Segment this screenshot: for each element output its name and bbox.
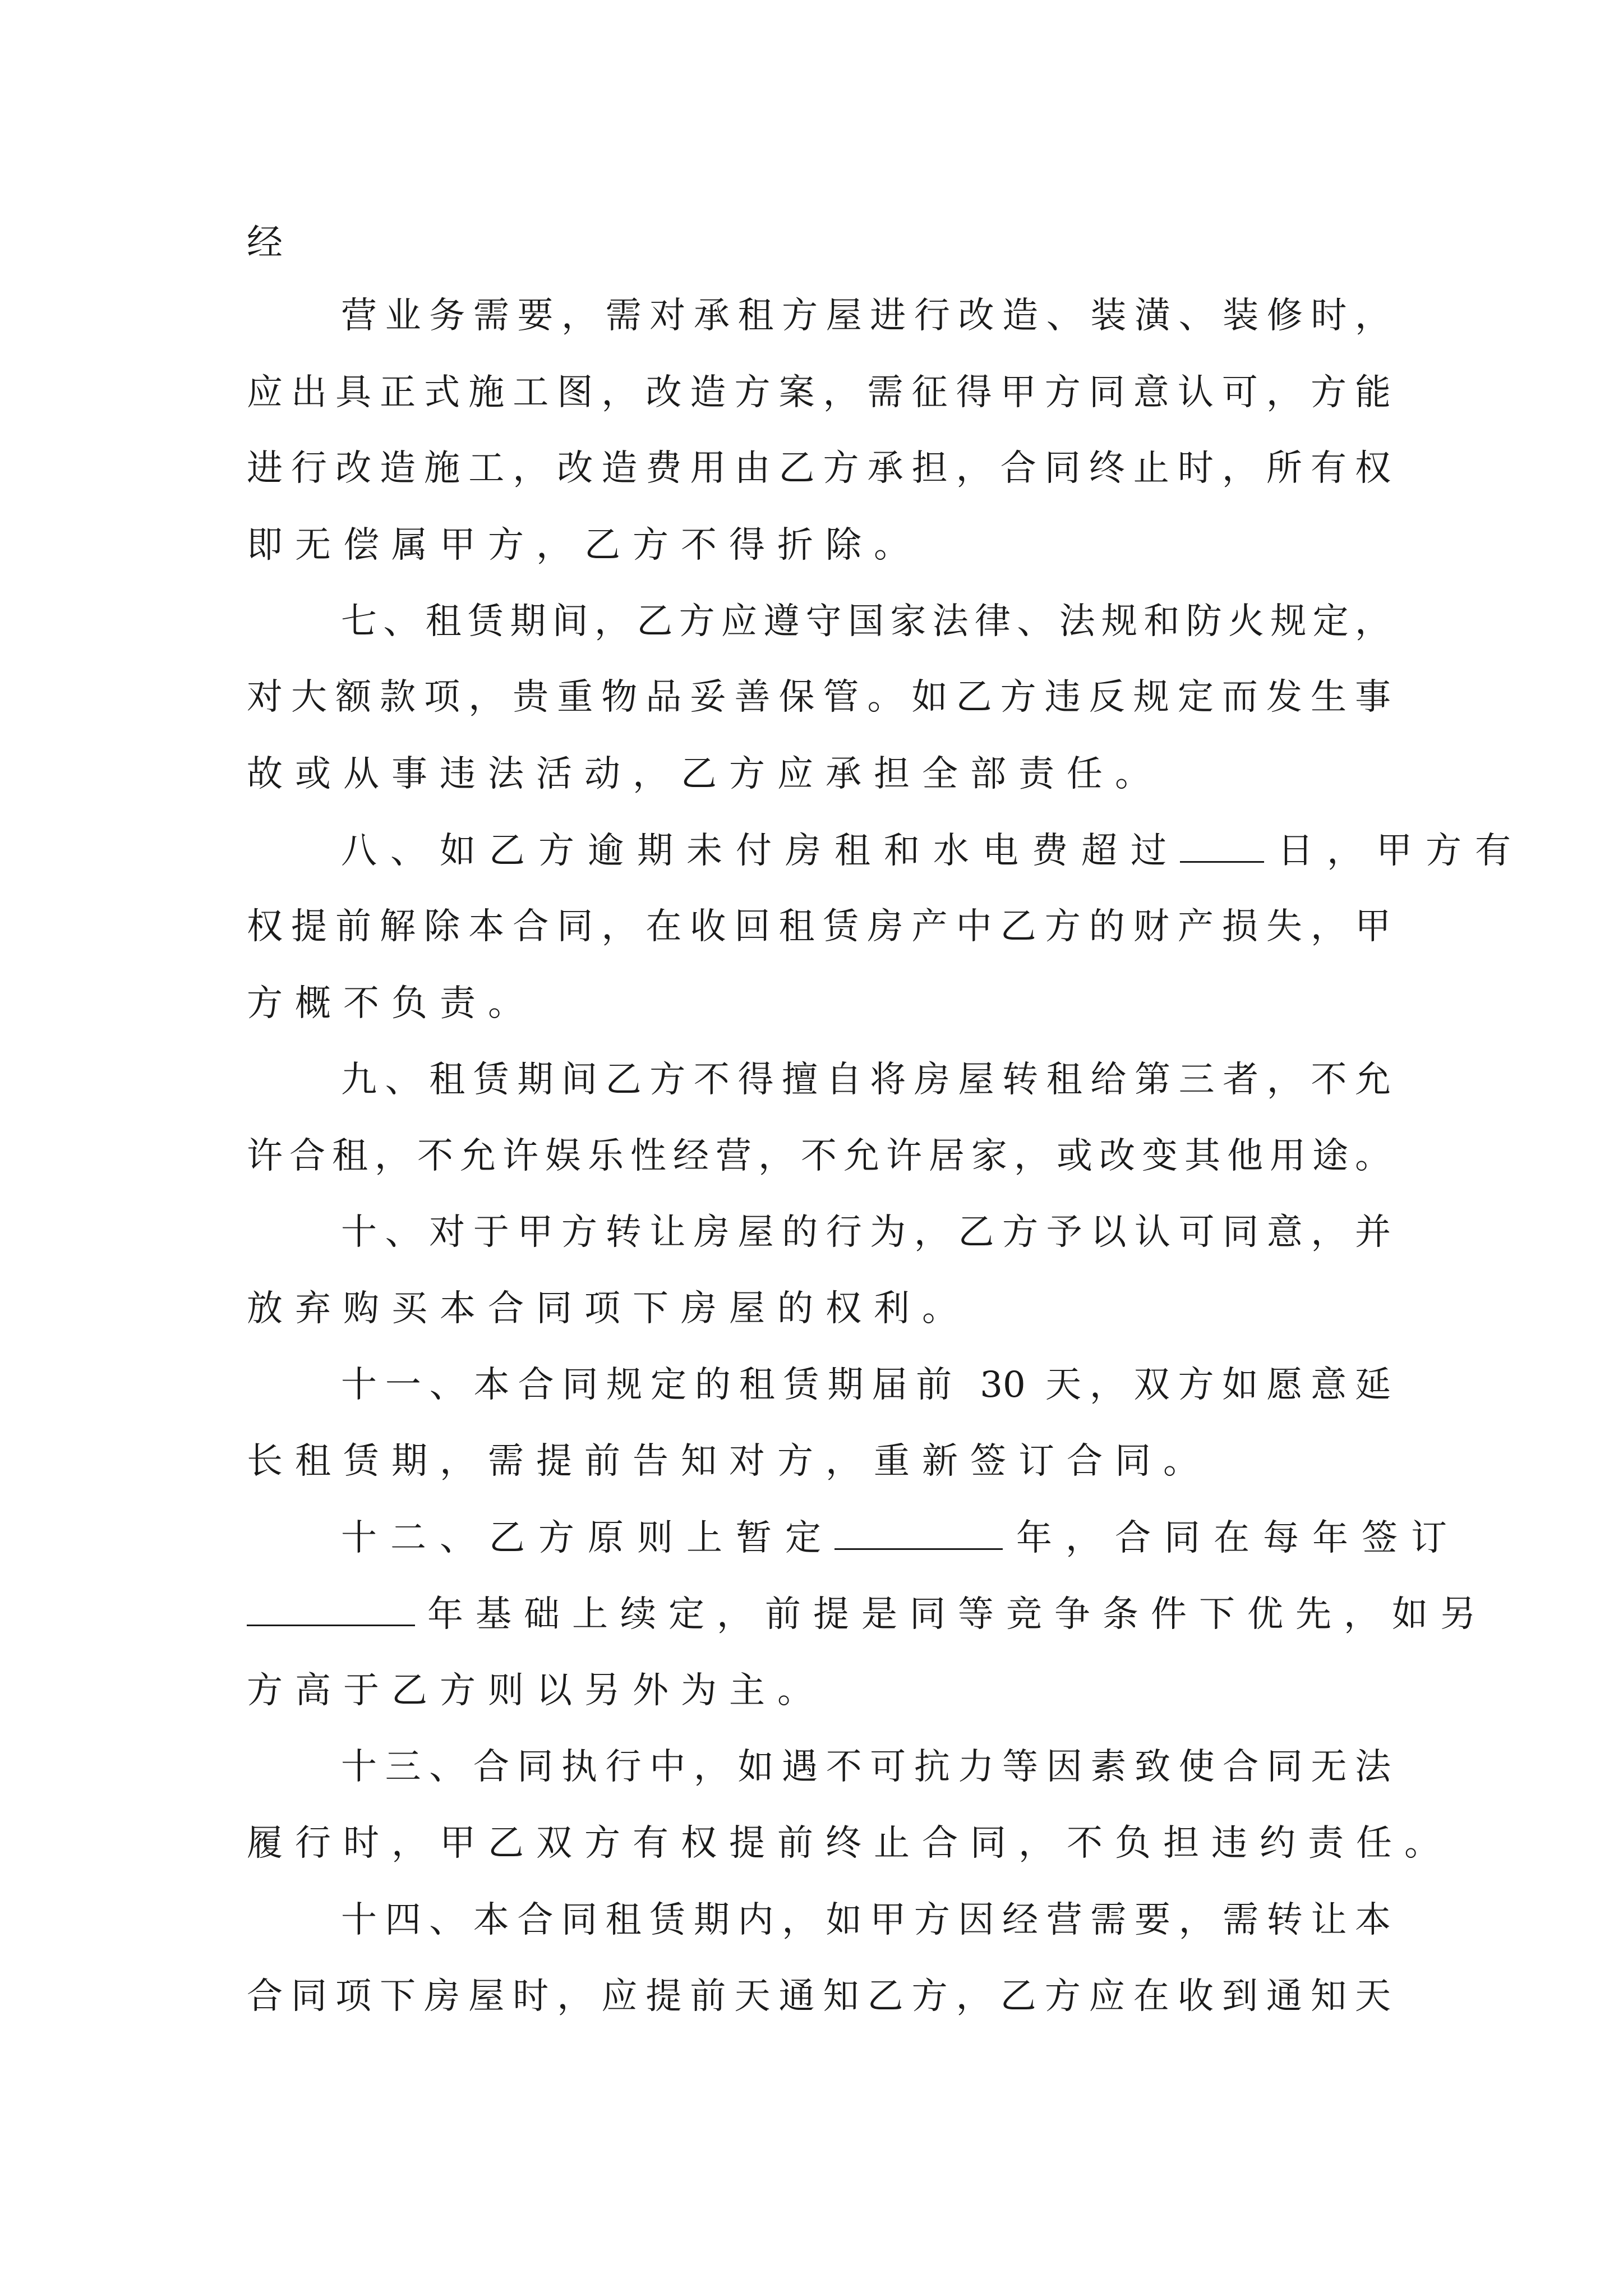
text-line: 放弃购买本合同项下房屋的权利。 <box>247 1288 970 1329</box>
text-line: 长租赁期，需提前告知对方，重新签订合同。 <box>247 1441 1211 1482</box>
clause-text: 十二、乙方原则上暂定 <box>341 1517 834 1559</box>
clause-text: 年基础上续定，前提是同等竞争条件下优先，如另 <box>427 1594 1488 1635</box>
text-line: 九、租赁期间乙方不得擅自将房屋转租给第三者，不允 <box>341 1059 1391 1101</box>
text-line: 履行时，甲乙双方有权提前终止合同，不负担违约责任。 <box>247 1823 1453 1864</box>
text-line: 合同项下房屋时，应提前天通知乙方，乙方应在收到通知天 <box>247 1976 1391 2017</box>
text-line: 十一、本合同规定的租赁期届前 30 天，双方如愿意延 <box>341 1364 1391 1406</box>
fill-in-blank <box>247 1590 415 1626</box>
text-line: 十三、合同执行中，如遇不可抗力等因素致使合同无法 <box>341 1746 1391 1788</box>
clause-text: 年，合同在每年签订 <box>1016 1517 1460 1559</box>
text-line: 权提前解除本合同，在收回租赁房产中乙方的财产损失，甲 <box>247 906 1391 947</box>
text-line: 十、对于甲方转让房屋的行为，乙方予以认可同意，并 <box>341 1212 1391 1253</box>
text-line: 十四、本合同租赁期内，如甲方因经营需要，需转让本 <box>341 1899 1391 1941</box>
fill-in-blank <box>834 1513 1003 1550</box>
text-line: 进行改造施工，改造费用由乙方承担，合同终止时，所有权 <box>247 448 1391 489</box>
text-line: 故或从事违法活动，乙方应承担全部责任。 <box>247 753 1163 795</box>
text-line: 应出具正式施工图，改造方案，需征得甲方同意认可，方能 <box>247 372 1391 413</box>
text-line: 对大额款项，贵重物品妥善保管。如乙方违反规定而发生事 <box>247 677 1391 718</box>
text-line: 即无偿属甲方，乙方不得折除。 <box>247 524 922 566</box>
text-line: 方高于乙方则以另外为主。 <box>247 1670 826 1711</box>
text-line <box>341 826 1524 876</box>
text-line: 方概不负责。 <box>247 983 536 1024</box>
clause-text: 日，甲方有 <box>1278 830 1524 872</box>
text-line <box>341 1513 1460 1563</box>
text-line: 营业务需要，需对承租方屋进行改造、装潢、装修时， <box>341 295 1391 337</box>
fill-in-blank <box>1180 826 1264 863</box>
text-line: 经 <box>247 222 295 264</box>
text-line: 许合租，不允许娱乐性经营，不允许居家，或改变其他用途。 <box>247 1135 1391 1177</box>
text-line: 七、租赁期间，乙方应遵守国家法律、法规和防火规定， <box>341 601 1391 642</box>
text-line <box>247 1589 1488 1640</box>
clause-text: 八、如乙方逾期未付房租和水电费超过 <box>341 830 1180 872</box>
